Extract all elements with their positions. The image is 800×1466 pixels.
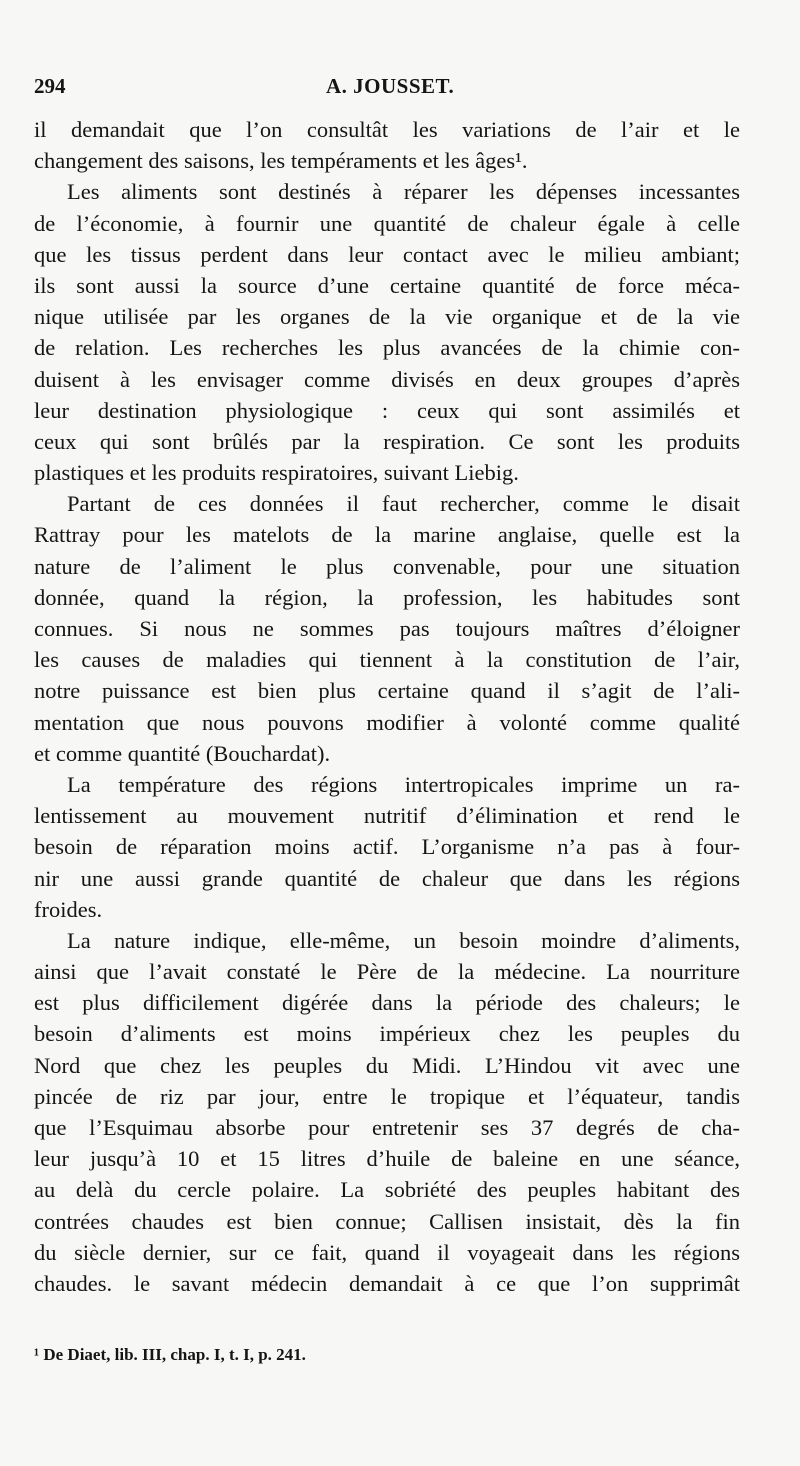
text-line: et comme quantité (Bouchardat). [34,740,331,766]
text-line: de l’économie, à fournir une quantité de chaleur égale à celle [34,210,740,236]
text-line: besoin d’aliments est moins impérieux chez les peuples du [34,1021,740,1047]
text-line: froides. [34,896,103,922]
text-line: duisent à les envisager comme divisés en deux groupes d’après [34,366,740,392]
page-number: 294 [34,74,66,98]
text-line: ceux qui sont brûlés par la respiration. Ce sont les produits [34,428,740,454]
text-line: Partant de ces données il faut rechercher, comme le disait [67,491,740,517]
text-line: notre puissance est bien plus certaine quand il s’agit de l’ali- [34,678,740,704]
text-line: pincée de riz par jour, entre le tropique et l’équateur, tandis [34,1083,740,1109]
running-head: A. JOUSSET. [326,74,455,98]
text-line: La température des régions intertropicales imprime un ra- [67,771,740,797]
text-line: Nord que chez les peuples du Midi. L’Hindou vit avec une [34,1052,740,1078]
text-line: besoin de réparation moins actif. L’organisme n’a pas à four- [34,834,740,860]
text-line: il demandait que l’on consultât les variations de l’air et le [34,117,740,142]
text-line: leur jusqu’à 10 et 15 litres d’huile de baleine en une séance, [34,1146,740,1172]
text-line: Rattray pour les matelots de la marine anglaise, quelle est la [34,522,740,548]
text-line: La nature indique, elle-même, un besoin moindre d’aliments, [67,927,740,953]
body-text [34,114,740,1299]
page-header [34,74,744,102]
text-line: chaudes. le savant médecin demandait à ce que l’on supprimât [34,1270,740,1296]
text-line: au delà du cercle polaire. La sobriété des peuples habitant des [34,1177,740,1203]
text-line: que les tissus perdent dans leur contact avec le milieu ambiant; [34,241,740,267]
text-line: Les aliments sont destinés à réparer les dépenses incessantes [67,179,740,205]
text-line: contrées chaudes est bien connue; Callisen insistait, dès la fin [34,1208,740,1234]
text-line: connues. Si nous ne sommes pas toujours maîtres d’éloigner [34,616,740,641]
text-line: ainsi que l’avait constaté le Père de la médecine. La nourriture [34,959,740,985]
text-line: les causes de maladies qui tiennent à la constitution de l’air, [34,647,740,673]
text-line: nique utilisée par les organes de la vie organique et de la vie [34,304,740,330]
text-line: nature de l’aliment le plus convenable, pour une situation [34,553,740,579]
text-line: mentation que nous pouvons modifier à volonté comme qualité [34,709,740,735]
text-line: ils sont aussi la source d’une certaine quantité de force méca- [34,272,740,298]
text-line: leur destination physiologique : ceux qui sont assimilés et [34,397,740,423]
text-line: de relation. Les recherches les plus avancées de la chimie con- [34,335,740,361]
text-line: lentissement au mouvement nutritif d’élimination et rend le [34,803,740,829]
text-line: nir une aussi grande quantité de chaleur que dans les régions [34,865,740,891]
text-line: du siècle dernier, sur ce fait, quand il voyageait dans les régions [34,1239,740,1265]
text-line: plastiques et les produits respiratoires, suivant Liebig. [34,460,519,486]
text-line: que l’Esquimau absorbe pour entretenir ses 37 degrés de cha- [34,1115,740,1140]
footnote: ¹ De Diaet, lib. III, chap. I, t. I, p. 241. [34,1345,306,1364]
text-line: changement des saisons, les tempéraments et les âges¹. [34,148,528,174]
text-line: est plus difficilement digérée dans la période des chaleurs; le [34,990,740,1016]
text-line: donnée, quand la région, la profession, les habitudes sont [34,584,740,610]
